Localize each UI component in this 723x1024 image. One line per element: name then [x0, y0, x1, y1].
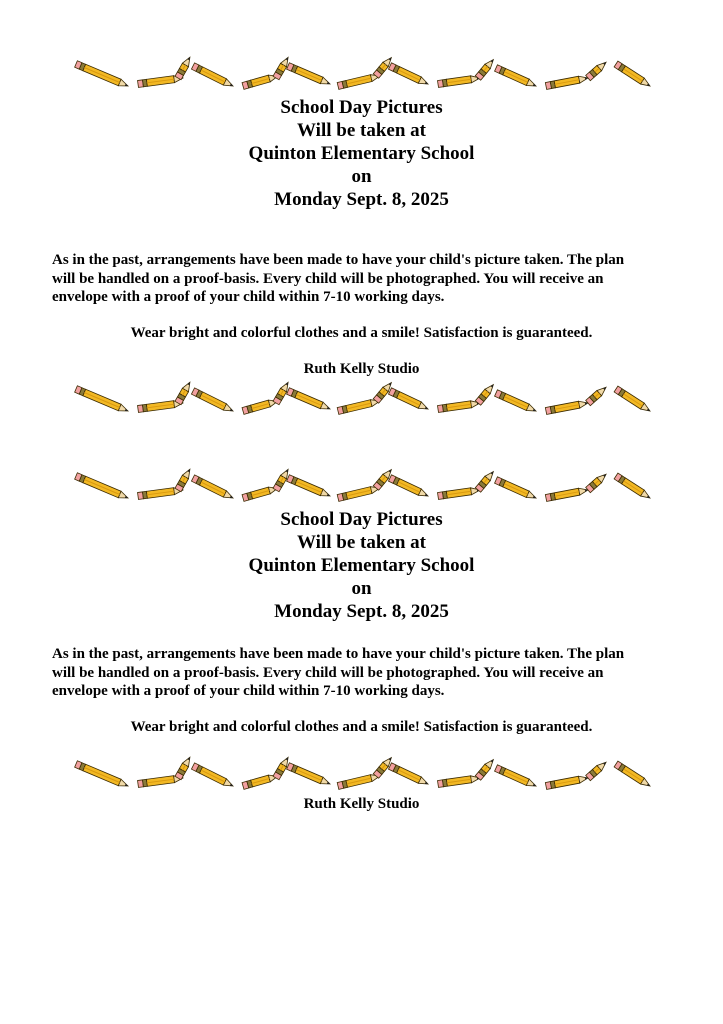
pencil-icon: [614, 473, 652, 501]
pencil-icon: [175, 56, 193, 80]
pencil-icon: [438, 775, 481, 788]
title-line: Will be taken at: [297, 120, 426, 141]
pencil-icon: [614, 761, 652, 789]
body-line: envelope with a proof of your child within 7-10 working days.: [52, 683, 445, 699]
pencil-icon: [287, 475, 332, 499]
pencil-icon: [614, 61, 652, 89]
pencil-icon: [475, 57, 496, 80]
title-line: School Day Pictures: [280, 97, 443, 118]
pencil-icon: [191, 388, 234, 414]
title-line: Monday Sept. 8, 2025: [274, 601, 449, 622]
pencil-icon: [586, 760, 609, 781]
pencil-icon: [389, 63, 430, 87]
title-line: on: [351, 578, 372, 599]
pencil-icon: [337, 773, 381, 790]
title-line: Quinton Elementary School: [248, 555, 475, 576]
pencil-icon: [389, 388, 430, 412]
pencil-icon: [586, 60, 609, 81]
pencil-icon: [175, 381, 193, 405]
flyer-2-title: [0, 508, 723, 623]
pencil-icon: [495, 765, 538, 789]
pencil-icon: [191, 63, 234, 89]
pencil-icon: [438, 487, 481, 500]
pencil-icon: [175, 756, 193, 780]
pencil-icon: [495, 65, 538, 89]
pencil-icon: [475, 382, 496, 405]
pencil-icon: [75, 61, 130, 89]
pencil-icon: [75, 473, 130, 501]
body-line: As in the past, arrangements have been made to have your child's picture taken. The plan: [52, 646, 625, 662]
pencil-icon: [475, 757, 496, 780]
pencil-icon: [438, 400, 481, 413]
pencil-border-icon: [68, 56, 658, 92]
pencil-icon: [337, 485, 381, 502]
pencil-icon: [175, 468, 193, 492]
title-line: Will be taken at: [297, 532, 426, 553]
pencil-icon: [545, 487, 588, 502]
title-line: on: [351, 166, 372, 187]
flyer-2-tagline: Wear bright and colorful clothes and a smile! Satisfaction is guaranteed.: [130, 719, 593, 735]
pencil-icon: [586, 385, 609, 406]
flyer-1-tagline: Wear bright and colorful clothes and a smile! Satisfaction is guaranteed.: [130, 325, 593, 341]
pencil-border-icon: [68, 756, 658, 792]
title-line: Monday Sept. 8, 2025: [274, 189, 449, 210]
flyer-1-body: [52, 251, 672, 307]
pencil-icon: [545, 75, 588, 90]
pencil-icon: [545, 400, 588, 415]
pencil-icon: [614, 386, 652, 414]
pencil-icon: [191, 763, 234, 789]
pencil-icon: [75, 386, 130, 414]
body-line: will be handled on a proof-basis. Every child will be photographed. You will receive an: [52, 270, 604, 287]
pencil-icon: [287, 388, 332, 412]
title-line: School Day Pictures: [280, 509, 443, 530]
flyer-1-signature: Ruth Kelly Studio: [303, 361, 420, 377]
pencil-icon: [495, 390, 538, 414]
body-line: envelope with a proof of your child within 7-10 working days.: [52, 289, 445, 305]
flyer-2-signature: Ruth Kelly Studio: [303, 796, 420, 812]
title-line: Quinton Elementary School: [248, 143, 475, 164]
body-line: As in the past, arrangements have been made to have your child's picture taken. The plan: [52, 252, 625, 268]
pencil-border-icon: [68, 468, 658, 504]
pencil-icon: [389, 475, 430, 499]
pencil-icon: [475, 469, 496, 492]
pencil-icon: [495, 477, 538, 501]
pencil-icon: [389, 763, 430, 787]
pencil-icon: [438, 75, 481, 88]
body-line: will be handled on a proof-basis. Every child will be photographed. You will receive an: [52, 664, 604, 681]
pencil-icon: [545, 775, 588, 790]
pencil-icon: [337, 73, 381, 90]
pencil-icon: [75, 761, 130, 789]
pencil-icon: [337, 398, 381, 415]
flyer-2-body: [52, 645, 672, 701]
flyer-1-title: [0, 96, 723, 211]
pencil-icon: [287, 63, 332, 87]
pencil-icon: [191, 475, 234, 501]
pencil-icon: [287, 763, 332, 787]
pencil-border-icon: [68, 381, 658, 417]
pencil-icon: [586, 472, 609, 493]
